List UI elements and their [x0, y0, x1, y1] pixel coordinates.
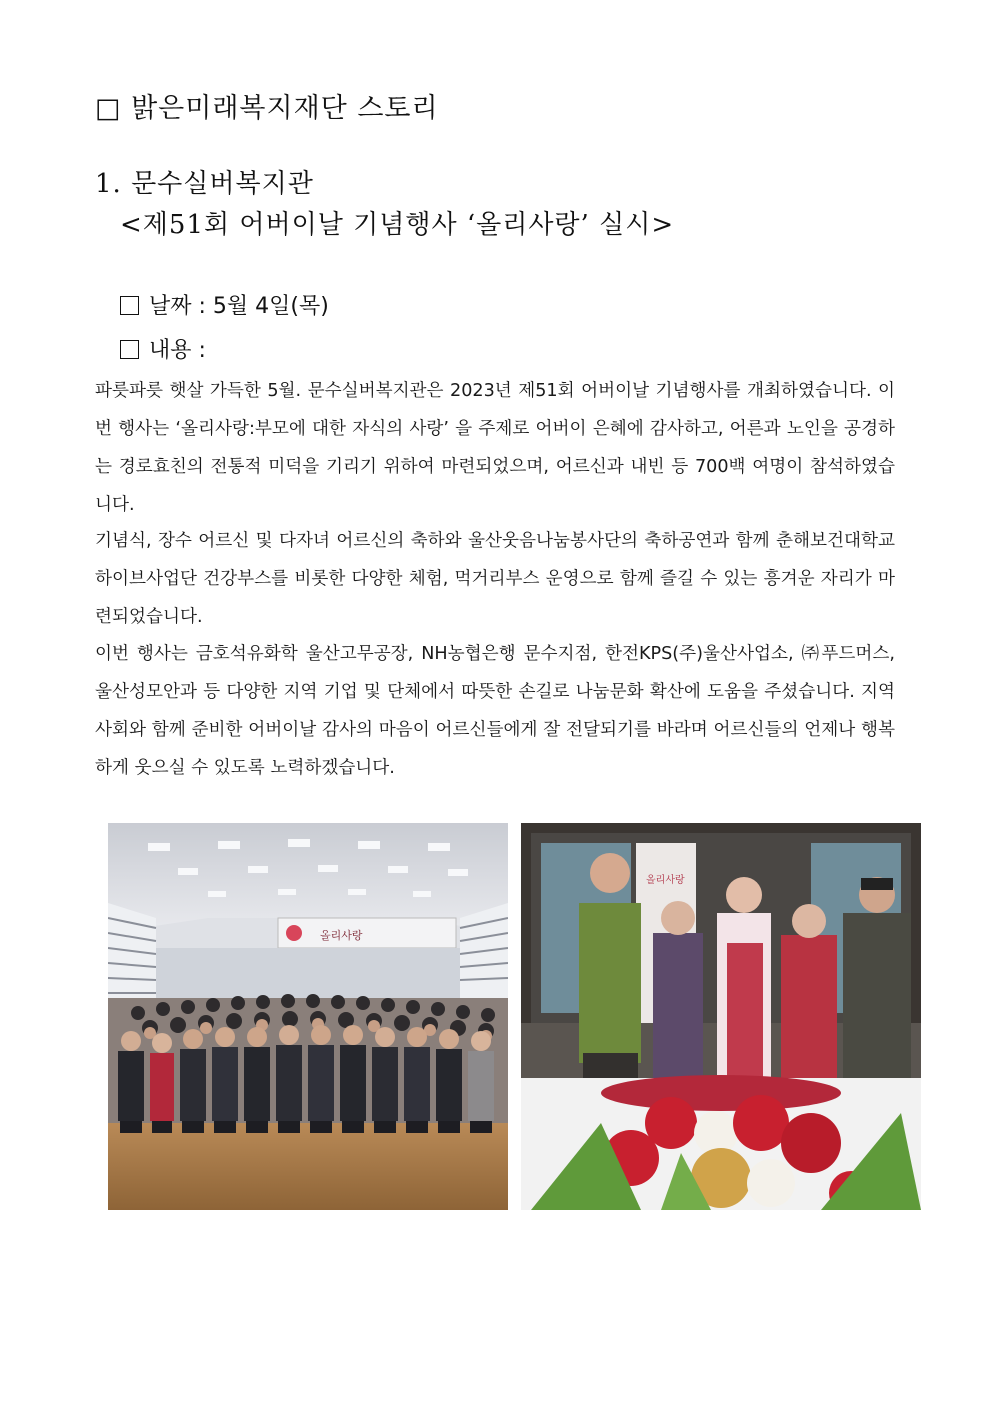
date-row: [120, 289, 329, 320]
paragraph: 파릇파릇 햇살 가득한 5월. 문수실버복지관은 2023년 제51회 어버이날 기념행사를 개최하였습니다. 이번 행사는 ‘올리사랑:부모에 대한 자식의 사랑’ 을 주제로 어버이 은혜에 감사하고, 어른과 노인을 공경하는 경로효친의 전통적 미덕을 기리기 위하여 마련되었으며, 어르신과 내빈 등 700백 여명이 참석하였습니다.: [95, 381, 895, 515]
event-photo-audience: [108, 823, 508, 1210]
event-title: <제51회 어버이날 기념행사 ‘올리사랑’ 실시>: [120, 210, 675, 240]
banner-text: 올리사랑: [320, 929, 363, 942]
section-title: □ 밝은미래복지재단 스토리: [95, 93, 439, 124]
elders-photo-illustration: [521, 823, 921, 1210]
checkbox-icon: [120, 340, 139, 359]
paragraph: 기념식, 장수 어르신 및 다자녀 어르신의 축하와 울산웃음나눔봉사단의 축하공연과 함께 춘해보건대학교 하이브사업단 건강부스를 비롯한 다양한 체험, 먹거리부스 운영으로 함께 즐길 수 있는 흥겨운 자리가 마련되었습니다.: [95, 531, 895, 627]
checkbox-icon: [120, 296, 139, 315]
paragraph: 이번 행사는 금호석유화학 울산고무공장, NH농협은행 문수지점, 한전KPS(주)울산사업소, ㈜푸드머스, 울산성모안과 등 다양한 지역 기업 및 단체에서 따뜻한 손길로 나눔문화 확산에 도움을 주셨습니다. 지역사회와 함께 준비한 어버이날 감사의 마음이 어르신들에게 잘 전달되기를 바라며 어르신들의 언제나 행복하게 웃으실 수 있도록 노력하겠습니다.: [95, 644, 895, 778]
date-label: 날짜 : 5월 4일(목): [149, 294, 329, 319]
banner-text: 올리사랑: [646, 875, 685, 886]
article-heading: 1. 문수실버복지관: [95, 169, 314, 199]
content-label: 내용 :: [149, 338, 206, 363]
event-photo-elders: [521, 823, 921, 1210]
audience-photo-illustration: [108, 823, 508, 1210]
content-row: [120, 333, 206, 364]
